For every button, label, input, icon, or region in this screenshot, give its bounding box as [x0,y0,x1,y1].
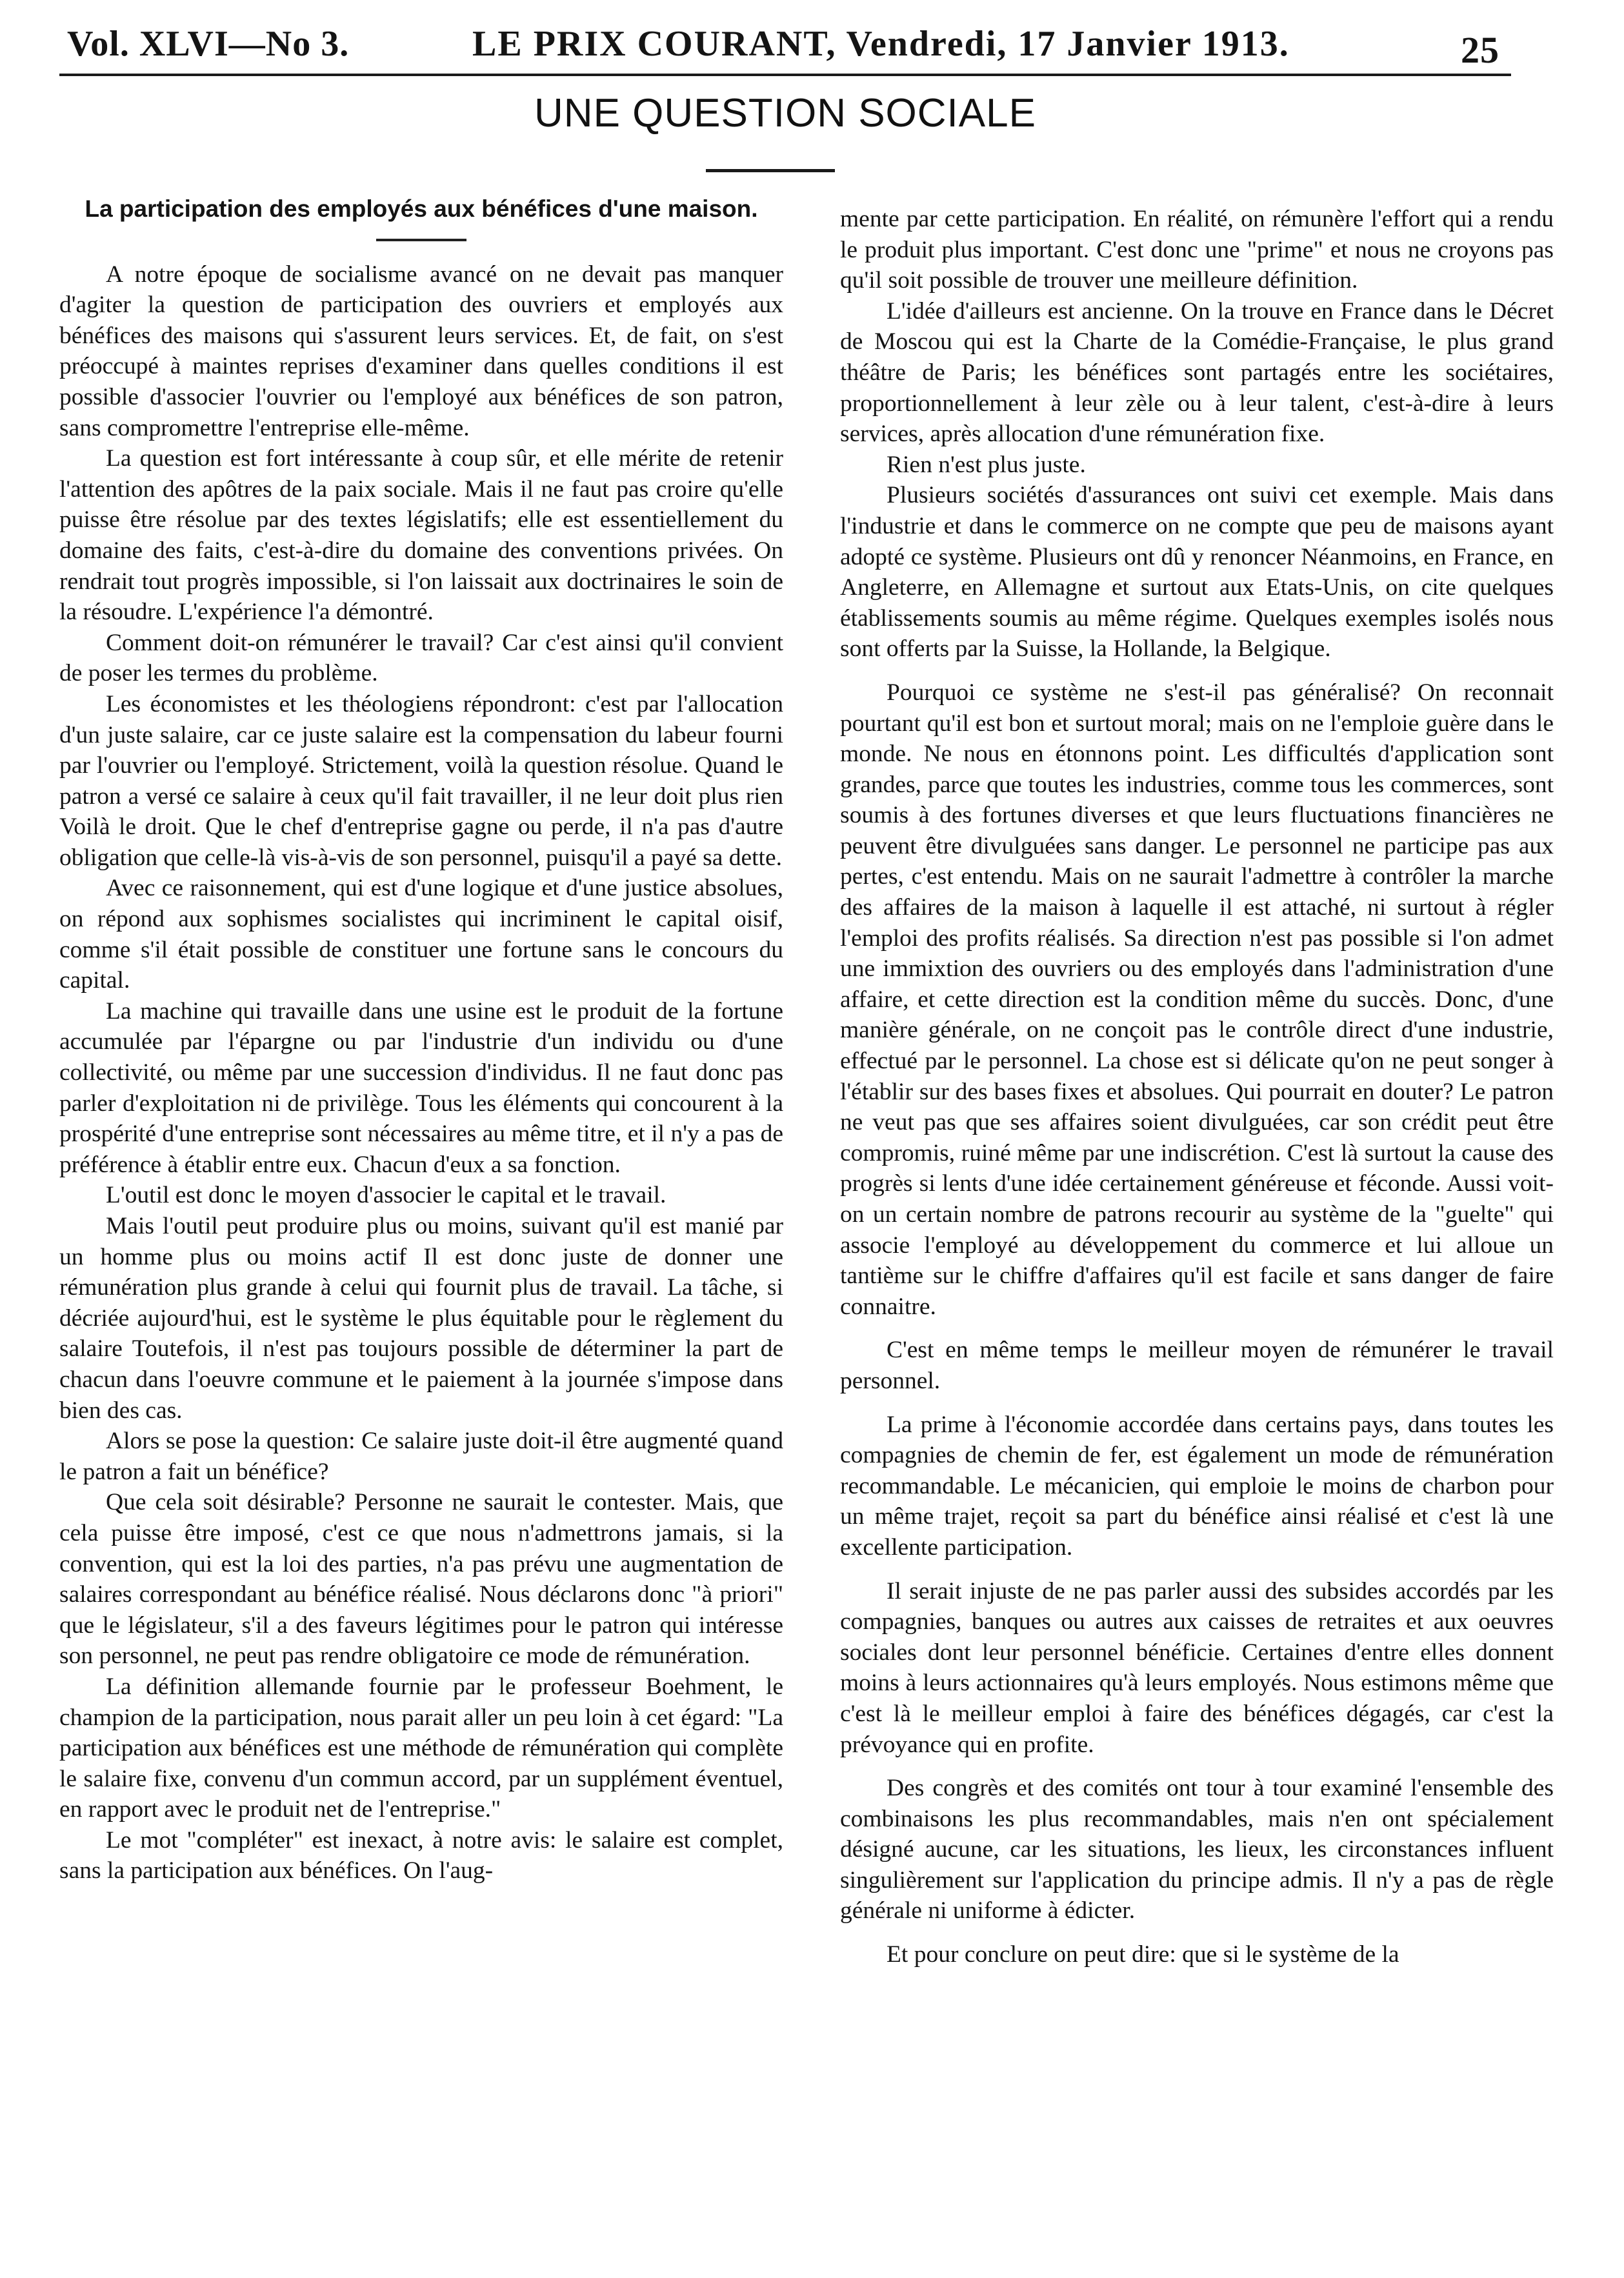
section-title-rule [706,169,835,172]
paragraph: Plusieurs sociétés d'assurances ont suivi cet exemple. Mais dans l'industrie et dans le commerce on ne compte que peu de maisons ayant adopté ce système. Plusieurs ont dû y renoncer Néanmoins, en France, en Angleterre, en Allemagne et surtout aux Etats-Unis, on cite quelques établissements soumis au même régime. Quelques exemples isolés nous sont offerts par la Suisse, la Hollande, la Belgique. [840,482,1554,663]
paragraph: La question est fort intéressante à coup sûr, et elle mérite de retenir l'attention des apôtres de la paix sociale. Mais il ne faut pas croire qu'elle puisse être résolue par des textes législatifs; elle est essentiellement du domaine des faits, c'est-à-dire du domaine des conventions privées. On rendrait tout progrès impossible, si l'on laissait aux doctrinaires le soin de la résoudre. L'expérience l'a démontré. [59,445,783,626]
paragraph: L'outil est donc le moyen d'associer le capital et le travail. [106,1182,667,1209]
paragraph: Mais l'outil peut produire plus ou moins, suivant qu'il est manié par un homme plus ou moins actif Il est donc juste de donner une rémunération plus grande à celui qui fournit plus de travail. La tâche, si décriée aujourd'hui, est le système le plus équitable pour le règlement du salaire Toutefois, il n'est pas toujours possible de déterminer la part de chacun dans l'oeuvre commune et le paiement à la journée s'impose dans bien des cas. [59,1213,783,1424]
publication-title: LE PRIX COURANT, Vendredi, 17 Janvier 1913. [472,24,1290,64]
paragraph: Avec ce raisonnement, qui est d'une logique et d'une justice absolues, on répond aux sophismes socialistes qui incriminent le capital oisif, comme s'il était possible de constituer une fortune sans le concours du capital. [59,875,783,994]
paragraph: Et pour conclure on peut dire: que si le système de la [887,1941,1399,1968]
subtitle-rule [376,239,466,241]
paragraph: La définition allemande fournie par le professeur Boehment, le champion de la participation, nous parait aller un peu loin à cet égard: "La participation aux bénéfices est une méthode de rémunération qui complète le salaire fixe, convenu d'un commun accord, par un supplément éventuel, en rapport avec le produit net de l'entreprise." [59,1673,783,1823]
paragraph: Rien n'est plus juste. [887,451,1086,478]
paragraph: Les économistes et les théologiens répondront: c'est par l'allocation d'un juste salaire, car ce juste salaire est la compensation du labeur fourni par l'ouvrier ou l'employé. Strictement, voilà la question résolue. Quand le patron a versé ce salaire à ceux qu'il fait travailler, il ne leur doit plus rien Voilà le droit. Que le chef d'entreprise gagne ou perde, il n'a pas d'autre obligation que celle-là vis-à-vis de son personnel, puisqu'il a payé sa dette. [59,690,783,871]
paragraph: La machine qui travaille dans une usine est le produit de la fortune accumulée par l'épargne ou par l'industrie d'un individu ou d'une collectivité, ou même par une succession d'individus. Il ne faut donc pas parler d'exploitation ni de privilège. Tous les éléments qui concourent à la prospérité d'une entreprise sont nécessaires au même titre, et il n'y a pas de préférence à établir entre eux. Chacun d'eux a sa fonction. [59,997,783,1178]
paragraph: mente par cette participation. En réalité, on rémunère l'effort qui a rendu le produit plus important. C'est donc une "prime" et nous ne croyons pas qu'il soit possible de trouver une meilleure définition. [840,206,1554,294]
paragraph: Alors se pose la question: Ce salaire juste doit-il être augmenté quand le patron a fait un bénéfice? [59,1428,783,1485]
paragraph: A notre époque de socialisme avancé on ne devait pas manquer d'agiter la question de participation des ouvriers et employés aux bénéfices des maisons qui s'assurent leurs services. Et, de fait, on s'est préoccupé à maintes reprises d'examiner dans quelles conditions il est possible d'associer l'ouvrier ou l'employé aux bénéfices de son patron, sans compromettre l'entreprise elle-même. [59,261,783,441]
section-title: UNE QUESTION SOCIALE [534,91,1036,135]
paragraph: Que cela soit désirable? Personne ne saurait le contester. Mais, que cela puisse être imposé, c'est ce que nous n'admettrons jamais, si la convention, qui est la loi des parties, n'a pas prévu une augmentation de salaires correspondant au bénéfice réalisé. Nous déclarons donc "à priori" que le législateur, s'il a des faveurs légitimes pour le patron qui intéresse son personnel, ne peut pas rendre obligatoire ce mode de rémunération. [59,1489,783,1670]
article-column-right [840,204,1554,1970]
paragraph: L'idée d'ailleurs est ancienne. On la trouve en France dans le Décret de Moscou qui est la Charte de la Comédie-Française, le plus grand théâtre de Paris; les bénéfices sont partagés entre les sociétaires, proportionnellement à leur zèle ou à leur talent, c'est-à-dire à leurs services, après allocation d'une rémunération fixe. [840,297,1554,448]
paragraph: Le mot "compléter" est inexact, à notre avis: le salaire est complet, sans la participation aux bénéfices. On l'aug- [59,1826,783,1884]
paragraph: C'est en même temps le meilleur moyen de rémunérer le travail personnel. [840,1337,1554,1394]
masthead [59,19,1511,72]
paragraph: Pourquoi ce système ne s'est-il pas généralisé? On reconnait pourtant qu'il est bon et surtout moral; mais on ne l'emploie guère dans le monde. Ne nous en étonnons point. Les difficultés d'application sont grandes, parce que toutes les industries, comme tous les commerces, sont soumis à des fortunes diverses et que leurs fluctuations financières ne peuvent être divulguées sans danger. Le personnel ne participe pas aux pertes, c'est entendu. Mais on ne saurait l'admettre à contrôler la marche des affaires de la maison à laquelle il est attaché, ni surtout à régler l'emploi des profits réalisés. Sa direction n'est pas possible si l'on admet une immixtion des ouvriers ou des employés dans l'administration d'une affaire, et cette direction est la condition même du succès. Donc, d'une manière générale, on ne conçoit pas le contrôle direct d'une industrie, effectué par le personnel. La chose est si délicate qu'on ne peut songer à l'établir sur des bases fixes et absolues. Qui pourrait en douter? Le patron ne veut pas que ses affaires soient divulguées, car son crédit peut être compromis, ruiné même par une indiscrétion. C'est là surtout la cause des progrès si lents d'une idée certainement généreuse et féconde. Aussi voit-on un certain nombre de patrons recourir au système de la "guelte" qui associe l'employé au développement du commerce et lui alloue un tantième sur le chiffre d'affaires qu'il est facile et sans danger de faire connaitre. [840,679,1554,1320]
page-number: 25 [1461,29,1499,71]
paragraph: Il serait injuste de ne pas parler aussi des subsides accordés par les compagnies, banques ou autres aux caisses de retraites et aux oeuvres sociales dont leur personnel bénéficie. Certaines d'entre elles donnent moins à leurs actionnaires qu'à leurs employés. Nous estimons même que c'est là le meilleur emploi à faire des bénéfices dégagés, car c'est la prévoyance qui en profite. [840,1577,1554,1758]
paragraph: Des congrès et des comités ont tour à tour examiné l'ensemble des combinaisons les plus recommandables, mais n'en ont spécialement désigné aucune, car les situations, les lieux, les circonstances influent singulièrement sur l'application du principe admis. Il n'y a pas de règle générale ni uniforme à édicter. [840,1775,1554,1924]
paragraph: Comment doit-on rémunérer le travail? Car c'est ainsi qu'il convient de poser les termes du problème. [59,629,783,687]
masthead-rule [59,74,1511,76]
paragraph: La prime à l'économie accordée dans certains pays, dans toutes les compagnies de chemin de fer, est également un mode de rémunération recommandable. Le mécanicien, qui emploie le moins de charbon pour un même trajet, reçoit sa part du bénéfice ainsi réalisé et c'est là une excellente participation. [840,1411,1554,1561]
article-subtitle: La participation des employés aux bénéfices d'une maison. [85,195,758,222]
volume-number: Vol. XLVI—No 3. [67,24,350,64]
article-column-left [59,187,783,1886]
